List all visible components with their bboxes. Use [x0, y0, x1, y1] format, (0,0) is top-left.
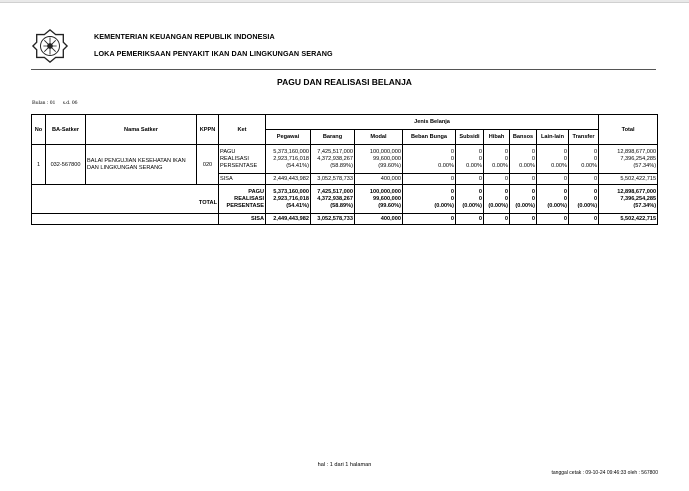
row-total: 12,898,677,000 7,396,254,285 (57.34%) [599, 145, 658, 174]
report-period [32, 100, 83, 106]
sisa-transfer: 0 [569, 174, 599, 185]
sisa-beban-bunga: 0 [403, 174, 456, 185]
total-total: 12,898,677,000 7,396,254,285 (57.34%) [599, 185, 658, 214]
org-office-name: LOKA PEMERIKSAAN PENYAKIT IKAN DAN LINGKUNGAN SERANG [94, 49, 333, 58]
total-sisa-total: 5,502,422,715 [599, 214, 658, 225]
col-ba-satker: BA-Satker [46, 115, 86, 145]
total-sisa-beban-bunga: 0 [403, 214, 456, 225]
col-lain-lain: Lain-lain [537, 130, 569, 145]
col-no: No [32, 115, 46, 145]
total-sisa-subsidi: 0 [456, 214, 484, 225]
report-title: PAGU DAN REALISASI BELANJA [277, 77, 412, 87]
sisa-lain-lain: 0 [537, 174, 569, 185]
sisa-bansos: 0 [510, 174, 537, 185]
col-transfer: Transfer [569, 130, 599, 145]
total-transfer: 0 0 (0.00%) [569, 185, 599, 214]
ket-pagu: PAGU [220, 148, 236, 155]
total-barang: 7,425,517,000 4,372,938,267 (58.89%) [311, 185, 355, 214]
col-ket: Ket [219, 115, 266, 145]
page-info: hal : 1 dari 1 halaman [317, 462, 372, 468]
total-sisa-hibah: 0 [484, 214, 510, 225]
budget-table [31, 114, 658, 225]
total-beban-bunga: 0 0 (0.00%) [403, 185, 456, 214]
col-modal: Modal [355, 130, 403, 145]
total-bansos: 0 0 (0.00%) [510, 185, 537, 214]
total-ket: PAGU REALISASI PERSENTASE [219, 185, 266, 214]
total-label: TOTAL [32, 185, 219, 214]
col-barang: Barang [311, 130, 355, 145]
period-from: Bulan : 01 [32, 100, 56, 106]
total-hibah: 0 0 (0.00%) [484, 185, 510, 214]
row-modal: 100,000,000 99,600,000 (99.60%) [355, 145, 403, 174]
row-sisa-label: SISA [219, 174, 266, 185]
total-sisa-transfer: 0 [569, 214, 599, 225]
sisa-subsidi: 0 [456, 174, 484, 185]
row-hibah: 0 0 0.00% [484, 145, 510, 174]
total-sisa-lain-lain: 0 [537, 214, 569, 225]
row-subsidi: 0 0 0.00% [456, 145, 484, 174]
table-row [32, 145, 658, 174]
col-subsidi: Subsidi [456, 130, 484, 145]
col-beban-bunga: Beban Bunga [403, 130, 456, 145]
header-divider [31, 69, 656, 70]
total-lain-lain: 0 0 (0.00%) [537, 185, 569, 214]
row-lain-lain: 0 0 0.00% [537, 145, 569, 174]
print-info: tanggal cetak : 09-10-24 09:46:33 oleh : 567800 [551, 470, 658, 476]
col-pegawai: Pegawai [266, 130, 311, 145]
total-modal: 100,000,000 99,600,000 (99.60%) [355, 185, 403, 214]
sisa-hibah: 0 [484, 174, 510, 185]
total-sisa-modal: 400,000 [355, 214, 403, 225]
total-sisa-pegawai: 2,449,443,982 [266, 214, 311, 225]
total-subsidi: 0 0 (0.00%) [456, 185, 484, 214]
ket-realisasi: REALISASI [220, 155, 249, 162]
row-bansos: 0 0 0.00% [510, 145, 537, 174]
row-nama-satker: BALAI PENGUJIAN KESEHATAN IKAN DAN LINGKUNGAN SERANG [86, 145, 197, 185]
total-pegawai: 5,373,160,000 2,923,716,018 (54.41%) [266, 185, 311, 214]
row-ba-satker: 032-567800 [46, 145, 86, 185]
col-kppn: KPPN [197, 115, 219, 145]
total-row [32, 185, 658, 214]
org-ministry-name: KEMENTERIAN KEUANGAN REPUBLIK INDONESIA [94, 32, 275, 41]
period-to: s.d. 06 [62, 100, 78, 106]
col-jenis-belanja: Jenis Belanja [266, 115, 599, 130]
row-barang: 7,425,517,000 4,372,938,267 (58.89%) [311, 145, 355, 174]
row-kppn: 020 [197, 145, 219, 185]
col-bansos: Bansos [510, 130, 537, 145]
report-page [0, 2, 689, 491]
col-total: Total [599, 115, 658, 145]
sisa-modal: 400,000 [355, 174, 403, 185]
row-beban-bunga: 0 0 0.00% [403, 145, 456, 174]
sisa-total: 5,502,422,715 [599, 174, 658, 185]
col-nama-satker: Nama Satker [86, 115, 197, 145]
row-transfer: 0 0 0.00% [569, 145, 599, 174]
row-ket [219, 145, 266, 174]
total-sisa-spacer [32, 214, 219, 225]
kemenkeu-logo-icon [31, 27, 69, 65]
total-row-sisa [32, 214, 658, 225]
sisa-pegawai: 2,449,443,982 [266, 174, 311, 185]
row-pegawai: 5,373,160,000 2,923,716,018 (54.41%) [266, 145, 311, 174]
total-sisa-bansos: 0 [510, 214, 537, 225]
sisa-barang: 3,052,578,733 [311, 174, 355, 185]
row-no: 1 [32, 145, 46, 185]
total-sisa-label: SISA [219, 214, 266, 225]
total-sisa-barang: 3,052,578,733 [311, 214, 355, 225]
ket-persentase: PERSENTASE [220, 162, 258, 169]
col-hibah: Hibah [484, 130, 510, 145]
